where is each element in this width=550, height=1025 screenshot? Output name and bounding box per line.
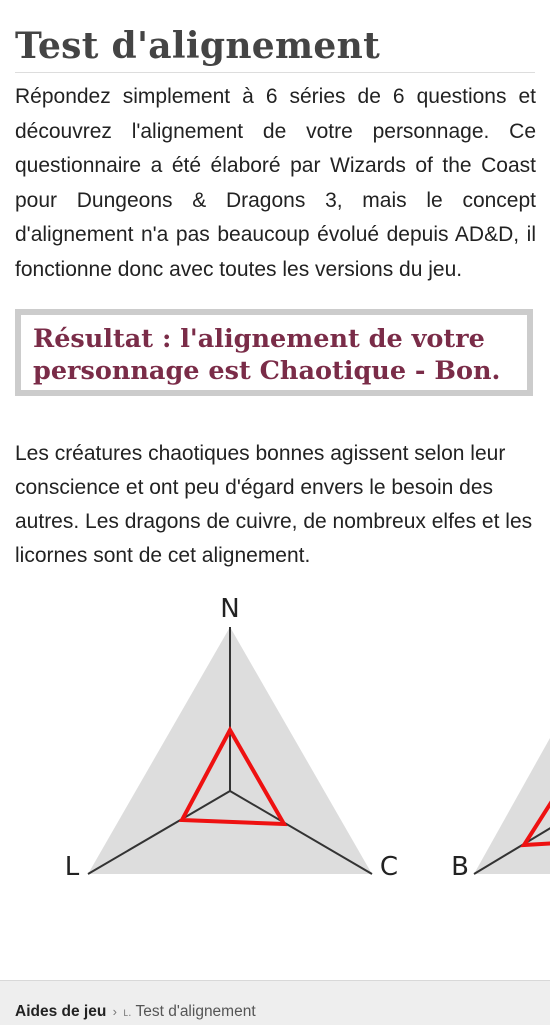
result-line-2: personnage est Chaotique - Bon.: [33, 356, 501, 386]
left-axis-label-left: L: [64, 852, 80, 882]
breadcrumb-parent-link[interactable]: Aides de jeu: [15, 1003, 107, 1020]
result-line-1: Résultat : l'alignement de votre: [33, 324, 485, 354]
alignment-diagram: [0, 585, 550, 885]
right-axis-label-left: B: [451, 852, 469, 882]
intro-text: Répondez simplement à 6 séries de 6 questions et découvrez l'alignement de votre personnage. Ce questionnaire a été élaboré par Wizards of the Coast pour Dungeons & Dragons 3, mais le concept d'alignement n'a pas beaucoup évolué depuis AD&D, il fonctionne donc avec toutes les versions du jeu.: [15, 85, 536, 281]
page-title: Test d'alignement: [15, 22, 535, 73]
breadcrumb-inner: [15, 1003, 256, 1021]
result-text: [33, 323, 523, 387]
breadcrumb-page-icon: ʟ.: [123, 1005, 132, 1019]
breadcrumb-current: Test d'alignement: [135, 1003, 256, 1020]
left-axis-label-right: C: [379, 852, 399, 882]
breadcrumb-separator: ›: [112, 1004, 117, 1019]
left-axis-label-top: N: [220, 594, 240, 624]
right-triangle-background: [474, 627, 550, 874]
alignment-description: Les créatures chaotiques bonnes agissent selon leur conscience et ont peu d'égard envers le besoin des autres. Les dragons de cuivre, de nombreux elfes et les licornes sont de cet alignement.: [15, 442, 533, 567]
result-box: [15, 309, 533, 396]
breadcrumb: [0, 980, 550, 1025]
